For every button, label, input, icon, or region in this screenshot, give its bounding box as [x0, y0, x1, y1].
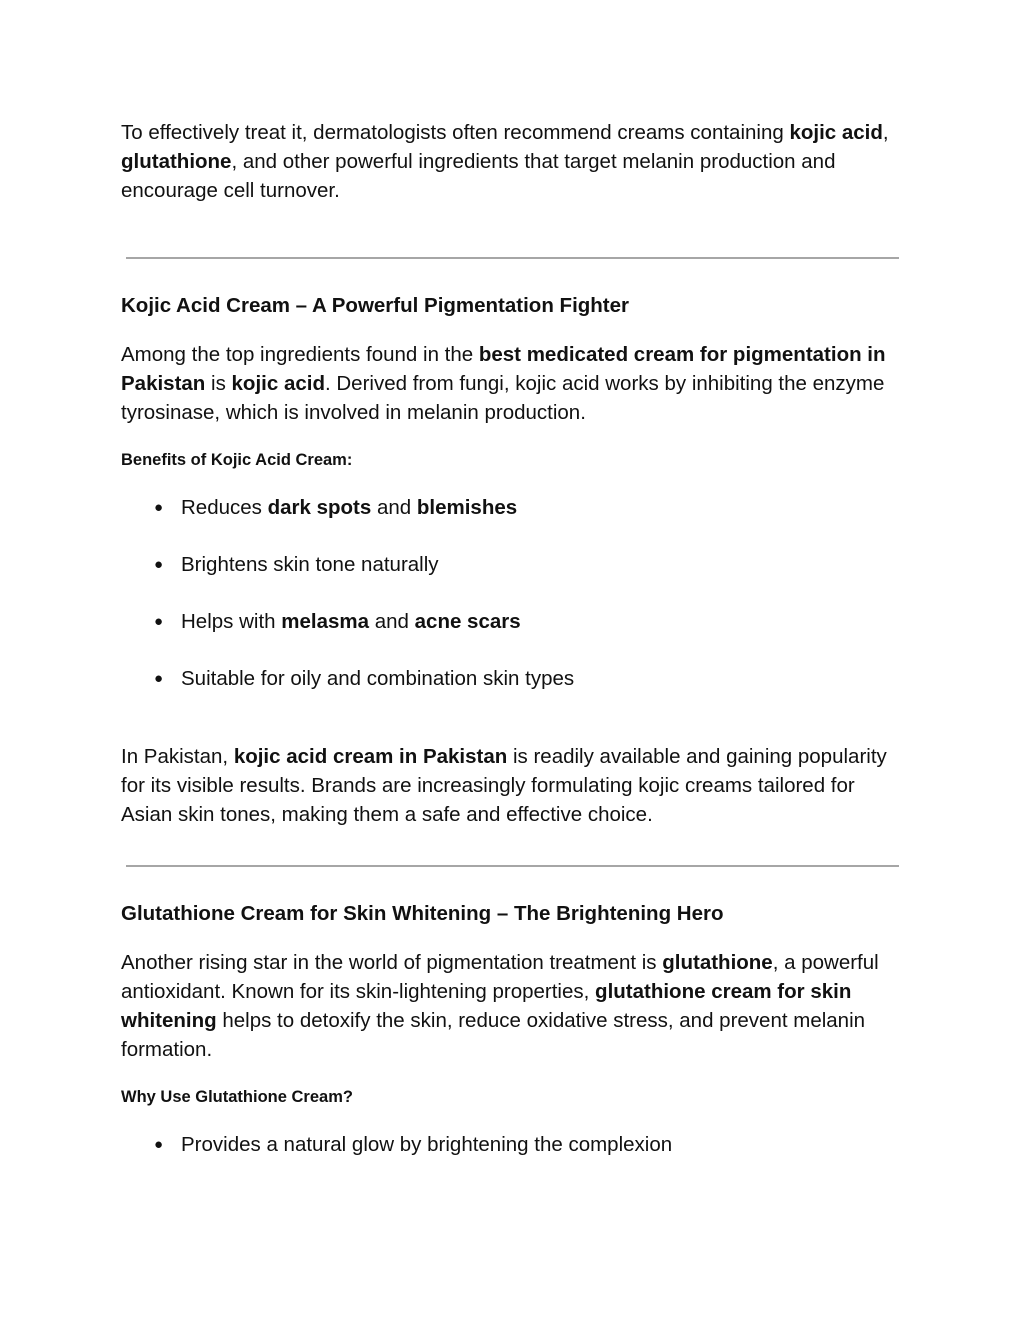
why-heading: Why Use Glutathione Cream?	[121, 1088, 353, 1106]
bullet-icon: ●	[154, 670, 164, 687]
bullet-icon: ●	[154, 1136, 164, 1153]
document-page	[121, 118, 906, 1159]
intro-paragraph: To effectively treat it, dermatologists often recommend creams containing kojic acid, glutathione, and other powerful ingredients that target melanin production and encourage cell turnover.	[121, 121, 889, 202]
bullet-icon: ●	[154, 499, 164, 516]
list-item: ● Brightens skin tone naturally	[121, 550, 906, 579]
list-item: ● Suitable for oily and combination skin types	[121, 664, 906, 693]
benefits-list	[121, 493, 906, 693]
section-divider	[126, 257, 899, 259]
glutathione-section-heading: Glutathione Cream for Skin Whitening – The Brightening Hero	[121, 902, 724, 925]
why-list	[121, 1130, 906, 1159]
section-divider	[126, 865, 899, 867]
kojic-section-heading: Kojic Acid Cream – A Powerful Pigmentation Fighter	[121, 294, 630, 317]
bullet-icon: ●	[154, 613, 164, 630]
list-item: ● Helps with melasma and acne scars	[121, 607, 906, 636]
kojic-closing-paragraph: In Pakistan, kojic acid cream in Pakistan is readily available and gaining popularity for its visible results. Brands are increasingly formulating kojic creams tailored for Asian skin tones, making them a safe and effective choice.	[121, 745, 887, 826]
list-item: ● Provides a natural glow by brightening the complexion	[121, 1130, 906, 1159]
list-item: ● Reduces dark spots and blemishes	[121, 493, 906, 522]
glutathione-intro-paragraph: Another rising star in the world of pigmentation treatment is glutathione, a powerful antioxidant. Known for its skin-lightening properties, glutathione cream for skin whitening helps to detoxify the skin, reduce oxidative stress, and prevent melanin formation.	[121, 951, 879, 1061]
kojic-intro-paragraph: Among the top ingredients found in the best medicated cream for pigmentation in Pakistan is kojic acid. Derived from fungi, kojic acid works by inhibiting the enzyme tyrosinase, which is involved in melanin production.	[121, 343, 886, 424]
bullet-icon: ●	[154, 556, 164, 573]
benefits-heading: Benefits of Kojic Acid Cream:	[121, 451, 353, 469]
